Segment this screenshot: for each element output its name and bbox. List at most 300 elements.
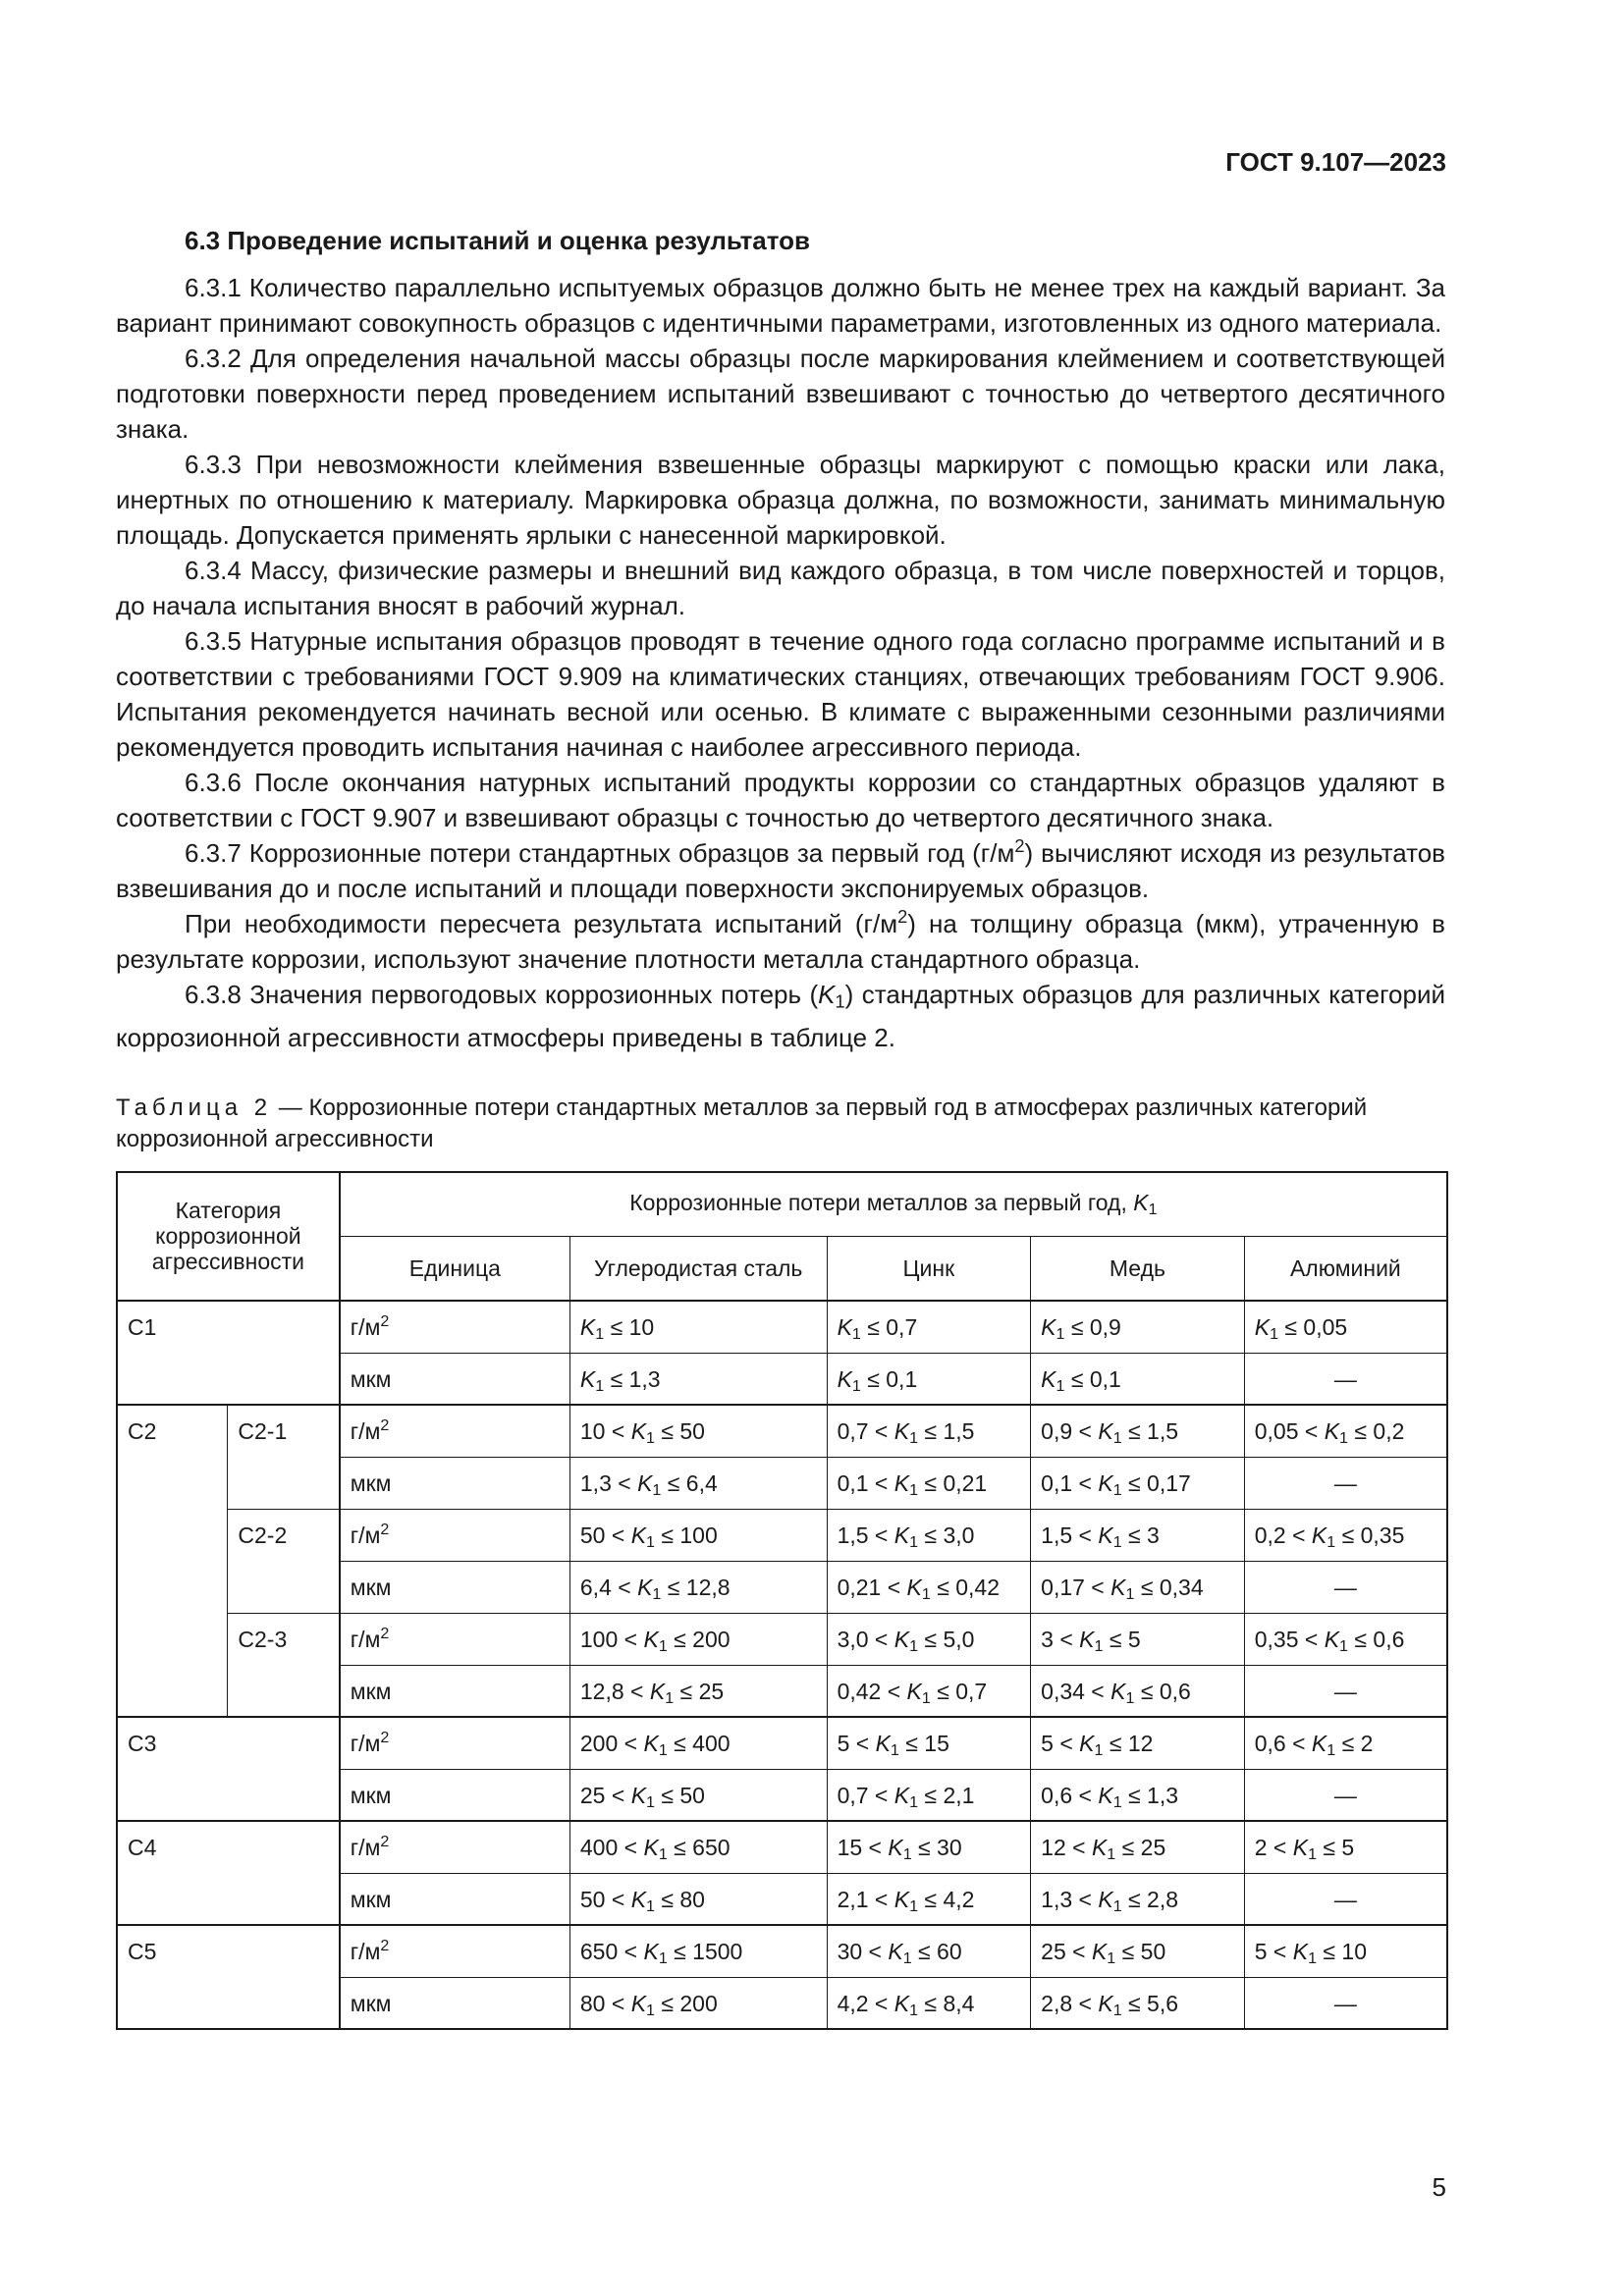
superscript: 2 xyxy=(1014,836,1025,856)
k-symbol: K xyxy=(1133,1189,1149,1215)
k-symbol: K xyxy=(893,1886,910,1912)
unit-um: мкм xyxy=(340,1561,570,1613)
subscript: 1 xyxy=(909,1429,919,1448)
value-cell-cu xyxy=(1031,1509,1245,1561)
subscript: 1 xyxy=(1326,1532,1336,1551)
unit-g-per-m2 xyxy=(340,1821,570,1873)
table-caption xyxy=(116,1093,1445,1155)
table-row xyxy=(117,1405,1447,1457)
text-run: 10 < xyxy=(579,1418,631,1444)
text-run: ≤ 4,2 xyxy=(918,1886,975,1912)
paragraph-6-3-1: 6.3.1 Количество параллельно испытуемых образцов должно быть не менее трех на каждый вариант. За вариант принимают совокупность образцов с идентичными параметрами, изготовленных из одного материала. xyxy=(116,273,1445,338)
value-cell-steel xyxy=(569,1873,827,1925)
caption-label: Таблица 2 xyxy=(116,1095,273,1121)
value-cell-al: — xyxy=(1244,1977,1447,2029)
value-cell-steel xyxy=(569,1665,827,1717)
table-body xyxy=(117,1301,1447,2029)
subscript: 1 xyxy=(1112,2001,1122,2019)
k-symbol: K xyxy=(1091,1939,1108,1964)
subscript: 1 xyxy=(1056,1376,1065,1395)
page-number: 5 xyxy=(1432,2172,1446,2202)
text-run: ≤ 3,0 xyxy=(918,1522,975,1548)
text-run: 0,21 < xyxy=(837,1574,907,1600)
k-symbol: K xyxy=(630,1522,647,1548)
subscript: 1 xyxy=(909,1896,919,1915)
text-run: ) на толщину образца (мкм), утраченную в результате коррозии, используют значение плотности металла стандартного образца. xyxy=(116,909,1445,974)
corrosion-table xyxy=(116,1171,1448,2030)
k-symbol: K xyxy=(1098,1469,1113,1496)
text-run: ≤ 0,7 xyxy=(930,1678,988,1704)
text-run: 0,7 < xyxy=(837,1418,894,1444)
superscript: 2 xyxy=(380,1520,390,1538)
subscript: 1 xyxy=(909,1636,919,1655)
subscript: 1 xyxy=(646,1896,655,1915)
text-run: ) стандартных образцов для различных категорий коррозионной агрессивности атмосферы приведены в таблице 2. xyxy=(116,980,1445,1052)
value-cell-cu xyxy=(1031,1613,1245,1665)
text-run: 6.3.7 Коррозионные потери стандартных образцов за первый год (г/м xyxy=(185,838,1015,868)
table-row xyxy=(117,1925,1447,1977)
text-run: 6,4 < xyxy=(579,1574,638,1600)
text-run: 5 < xyxy=(837,1731,876,1756)
subscript: 1 xyxy=(909,1792,919,1811)
subscript: 1 xyxy=(1112,1792,1122,1811)
subscript: 1 xyxy=(1125,1584,1135,1603)
k-symbol: K xyxy=(906,1678,922,1704)
value-cell-al: — xyxy=(1244,1457,1447,1509)
text-run: ≤ 0,6 xyxy=(1348,1626,1405,1652)
text-run: 0,42 < xyxy=(837,1678,907,1704)
text-run: ≤ 0,2 xyxy=(1348,1418,1405,1444)
text-run: 1,3 < xyxy=(579,1469,638,1496)
k-symbol: K xyxy=(893,1990,910,2016)
text-run: г/м xyxy=(350,1522,381,1548)
superscript: 2 xyxy=(380,1624,390,1642)
value-cell-cu xyxy=(1031,1301,1245,1353)
k-symbol: K xyxy=(1098,1782,1113,1808)
value-cell-zinc xyxy=(827,1717,1031,1769)
value-cell-zinc xyxy=(827,1769,1031,1821)
text-run: Коррозионные потери металлов за первый год, xyxy=(629,1189,1134,1215)
text-run: ≤ 10 xyxy=(1317,1939,1368,1964)
text-run: 1,5 < xyxy=(1041,1522,1099,1548)
text-run: г/м xyxy=(350,1418,381,1444)
text-run: ≤ 5 xyxy=(1103,1626,1141,1652)
text-run: 0,1 < xyxy=(837,1469,894,1496)
value-cell-zinc xyxy=(827,1353,1031,1405)
k-symbol: K xyxy=(1254,1314,1271,1340)
header-steel: Углеродистая сталь xyxy=(569,1237,827,1302)
text-run: ≤ 8,4 xyxy=(918,1990,975,2016)
value-cell-cu xyxy=(1031,1977,1245,2029)
header-unit: Единица xyxy=(340,1237,570,1302)
subscript: 1 xyxy=(890,1741,899,1760)
value-cell-al: — xyxy=(1244,1665,1447,1717)
unit-um: мкм xyxy=(340,1353,570,1405)
paragraph-6-3-4: 6.3.4 Массу, физические размеры и внешний вид каждого образца, в том числе поверхностей и торцов, до начала испытания вносят в рабочий журнал. xyxy=(116,556,1445,620)
text-run: 0,17 < xyxy=(1041,1574,1111,1600)
paragraph-6-3-8 xyxy=(116,977,1445,1055)
value-cell-al xyxy=(1244,1509,1447,1561)
unit-um: мкм xyxy=(340,1769,570,1821)
unit-um: мкм xyxy=(340,1977,570,2029)
subscript: 1 xyxy=(921,1688,931,1707)
value-cell-cu xyxy=(1031,1405,1245,1457)
subscript: 1 xyxy=(1056,1325,1065,1344)
k-symbol: K xyxy=(1110,1574,1126,1600)
k-symbol: K xyxy=(643,1835,659,1860)
k-symbol: K xyxy=(1292,1835,1309,1860)
text-run: ≤ 0,7 xyxy=(860,1314,918,1340)
value-cell-steel xyxy=(569,1405,827,1457)
subscript: 1 xyxy=(921,1584,931,1603)
k-symbol: K xyxy=(1098,1522,1113,1548)
subscript: 1 xyxy=(652,1584,662,1603)
value-cell-zinc xyxy=(827,1405,1031,1457)
text-run: г/м xyxy=(350,1314,381,1340)
text-run: ≤ 3 xyxy=(1121,1522,1160,1548)
paragraph-6-3-2: 6.3.2 Для определения начальной массы образцы после маркирования клеймением и соответствующей подготовки поверхности перед проведением испытаний взвешивают с точностью до четвертого десятичного знака. xyxy=(116,344,1445,444)
body-text xyxy=(116,270,1445,1055)
value-cell-zinc xyxy=(827,1977,1031,2029)
table-row xyxy=(117,1613,1447,1665)
subscript: 1 xyxy=(658,1741,668,1760)
value-cell-zinc xyxy=(827,1821,1031,1873)
text-run: ≤ 0,6 xyxy=(1134,1678,1191,1704)
value-cell-al: — xyxy=(1244,1873,1447,1925)
text-run: ≤ 1,5 xyxy=(918,1418,975,1444)
text-run: 0,7 < xyxy=(837,1782,894,1808)
k-symbol: K xyxy=(1041,1365,1056,1392)
text-run: г/м xyxy=(350,1835,381,1860)
value-cell-al xyxy=(1244,1613,1447,1665)
text-run: 0,9 < xyxy=(1041,1418,1099,1444)
k-symbol: K xyxy=(837,1314,852,1340)
subcategory-cell: С2-2 xyxy=(228,1509,340,1613)
text-run: г/м xyxy=(350,1731,381,1756)
value-cell-al xyxy=(1244,1301,1447,1353)
k-symbol: K xyxy=(579,1365,596,1392)
text-run: ≤ 80 xyxy=(654,1886,705,1912)
value-cell-steel xyxy=(569,1561,827,1613)
k-symbol: K xyxy=(875,1731,891,1756)
superscript: 2 xyxy=(380,1833,390,1851)
subscript: 1 xyxy=(646,1429,655,1448)
text-run: ≤ 1,5 xyxy=(1121,1418,1179,1444)
paragraph-6-3-5: 6.3.5 Натурные испытания образцов проводят в течение одного года согласно программе испытаний и в соответствии с требованиями ГОСТ 9.909 на климатических станциях, отвечающих требованиям ГОСТ 9.906. Испытания рекомендуется начинать весной или осенью. В климате с выраженными сезонными различиями рекомендуется проводить испытания начиная с наиболее агрессивного периода. xyxy=(116,626,1445,762)
text-run: 5 < xyxy=(1041,1731,1080,1756)
subscript: 1 xyxy=(1308,1949,1318,1968)
text-run: ≤ 0,35 xyxy=(1335,1522,1405,1548)
text-run: ≤ 1,3 xyxy=(604,1365,661,1392)
header-aluminum: Алюминий xyxy=(1244,1237,1447,1302)
k-symbol: K xyxy=(1098,1990,1113,2016)
header-copper: Медь xyxy=(1031,1237,1245,1302)
unit-g-per-m2 xyxy=(340,1405,570,1457)
text-run: 5 < xyxy=(1254,1939,1293,1964)
k-symbol: K xyxy=(1311,1731,1327,1756)
superscript: 2 xyxy=(380,1312,390,1331)
text-run: ≤ 12 xyxy=(1103,1731,1154,1756)
text-run: 200 < xyxy=(579,1731,644,1756)
subscript: 1 xyxy=(1112,1896,1122,1915)
category-cell: С2 xyxy=(117,1405,228,1717)
text-run: ≤ 0,05 xyxy=(1278,1314,1348,1340)
text-run: ≤ 30 xyxy=(911,1835,962,1860)
header-losses xyxy=(340,1172,1447,1237)
text-run: ≤ 1,3 xyxy=(1121,1782,1179,1808)
value-cell-cu xyxy=(1031,1457,1245,1509)
text-run: г/м xyxy=(350,1939,381,1964)
subscript: 1 xyxy=(835,991,845,1012)
text-run: ) вычисляют исходя из результатов взвешивания до и после испытаний и площади поверхности экспонируемых образцов. xyxy=(116,838,1445,903)
text-run: 6.3.8 Значения первогодовых коррозионных потерь ( xyxy=(185,980,819,1009)
text-run: 25 < xyxy=(1041,1939,1092,1964)
text-run: ≤ 12,8 xyxy=(661,1574,731,1600)
subscript: 1 xyxy=(1112,1429,1122,1448)
unit-g-per-m2 xyxy=(340,1509,570,1561)
subscript: 1 xyxy=(646,1792,655,1811)
text-run: г/м xyxy=(350,1626,381,1652)
category-cell: С4 xyxy=(117,1821,340,1925)
k-symbol: K xyxy=(1041,1314,1056,1340)
paragraph-6-3-7 xyxy=(116,835,1445,906)
table-row xyxy=(117,1301,1447,1353)
text-run: 1,3 < xyxy=(1041,1886,1099,1912)
text-run: 650 < xyxy=(579,1939,644,1964)
k-symbol: K xyxy=(643,1731,659,1756)
value-cell-steel xyxy=(569,1301,827,1353)
subscript: 1 xyxy=(902,1845,912,1864)
unit-g-per-m2 xyxy=(340,1717,570,1769)
text-run: ≤ 1500 xyxy=(667,1939,743,1964)
text-run: ≤ 2 xyxy=(1335,1731,1374,1756)
text-run: ≤ 650 xyxy=(667,1835,731,1860)
text-run: 50 < xyxy=(579,1886,631,1912)
text-run: ≤ 0,42 xyxy=(930,1574,1001,1600)
text-run: 100 < xyxy=(579,1626,644,1652)
k-symbol: K xyxy=(893,1469,910,1496)
value-cell-zinc xyxy=(827,1613,1031,1665)
superscript: 2 xyxy=(897,907,908,927)
section-title: 6.3 Проведение испытаний и оценка результатов xyxy=(185,226,811,255)
text-run: ≤ 0,1 xyxy=(1064,1365,1121,1392)
text-run: ≤ 0,21 xyxy=(918,1469,988,1496)
k-symbol: K xyxy=(630,1990,647,2016)
value-cell-cu xyxy=(1031,1873,1245,1925)
k-symbol: K xyxy=(1079,1626,1095,1652)
unit-um: мкм xyxy=(340,1457,570,1509)
document-id: ГОСТ 9.107—2023 xyxy=(1225,147,1446,177)
k-symbol: K xyxy=(837,1365,852,1392)
value-cell-cu xyxy=(1031,1353,1245,1405)
subscript: 1 xyxy=(1339,1636,1348,1655)
value-cell-zinc xyxy=(827,1873,1031,1925)
unit-g-per-m2 xyxy=(340,1925,570,1977)
text-run: ≤ 10 xyxy=(604,1314,655,1340)
value-cell-steel xyxy=(569,1925,827,1977)
subcategory-cell: С2-3 xyxy=(228,1613,340,1717)
value-cell-cu xyxy=(1031,1769,1245,1821)
superscript: 2 xyxy=(380,1416,390,1435)
value-cell-steel xyxy=(569,1769,827,1821)
k-symbol: K xyxy=(1324,1626,1340,1652)
text-run: ≤ 25 xyxy=(674,1678,725,1704)
k-symbol: K xyxy=(906,1574,922,1600)
k-symbol: K xyxy=(1110,1678,1126,1704)
value-cell-al: — xyxy=(1244,1561,1447,1613)
table-row xyxy=(117,1509,1447,1561)
k-symbol: K xyxy=(893,1626,910,1652)
text-run: ≤ 2,8 xyxy=(1121,1886,1179,1912)
subscript: 1 xyxy=(658,1636,668,1655)
value-cell-steel xyxy=(569,1353,827,1405)
text-run: 0,6 < xyxy=(1254,1731,1312,1756)
value-cell-al xyxy=(1244,1405,1447,1457)
text-run: 0,1 < xyxy=(1041,1469,1099,1496)
text-run: 3,0 < xyxy=(837,1626,894,1652)
k-symbol: K xyxy=(1324,1418,1340,1444)
subscript: 1 xyxy=(909,2001,919,2019)
subscript: 1 xyxy=(658,1949,668,1968)
text-run: ≤ 0,34 xyxy=(1134,1574,1204,1600)
k-symbol: K xyxy=(1098,1418,1113,1444)
subscript: 1 xyxy=(595,1376,605,1395)
value-cell-cu xyxy=(1031,1821,1245,1873)
text-run: ≤ 50 xyxy=(654,1782,705,1808)
text-run: ≤ 400 xyxy=(667,1731,731,1756)
text-run: ≤ 25 xyxy=(1115,1835,1166,1860)
text-run: ≤ 15 xyxy=(898,1731,949,1756)
text-run: 50 < xyxy=(579,1522,631,1548)
subscript: 1 xyxy=(652,1480,662,1499)
k-symbol: K xyxy=(1079,1731,1095,1756)
text-run: ≤ 5,6 xyxy=(1121,1990,1179,2016)
value-cell-al xyxy=(1244,1925,1447,1977)
k-symbol: K xyxy=(1311,1522,1327,1548)
value-cell-cu xyxy=(1031,1665,1245,1717)
value-cell-zinc xyxy=(827,1925,1031,1977)
text-run: При необходимости пересчета результата испытаний (г/м xyxy=(185,909,898,938)
value-cell-al xyxy=(1244,1821,1447,1873)
k-symbol: K xyxy=(893,1782,910,1808)
k-symbol: K xyxy=(1091,1835,1108,1860)
value-cell-steel xyxy=(569,1717,827,1769)
subscript: 1 xyxy=(1112,1480,1122,1499)
k-symbol: K xyxy=(893,1418,910,1444)
text-run: 2,1 < xyxy=(837,1886,894,1912)
k-symbol: K xyxy=(630,1886,647,1912)
subscript: 1 xyxy=(1270,1325,1279,1344)
text-run: ≤ 100 xyxy=(654,1522,718,1548)
text-run: ≤ 50 xyxy=(654,1418,705,1444)
k-symbol: K xyxy=(818,980,836,1009)
subscript: 1 xyxy=(902,1949,912,1968)
k-symbol: K xyxy=(888,1939,903,1964)
subscript: 1 xyxy=(1326,1741,1336,1760)
text-run: 4,2 < xyxy=(837,1990,894,2016)
text-run: 12 < xyxy=(1041,1835,1092,1860)
k-symbol: K xyxy=(893,1522,910,1548)
text-run: ≤ 50 xyxy=(1115,1939,1166,1964)
subscript: 1 xyxy=(1308,1845,1318,1864)
superscript: 2 xyxy=(380,1937,390,1955)
text-run: 0,35 < xyxy=(1254,1626,1325,1652)
subscript: 1 xyxy=(665,1688,675,1707)
category-cell: С1 xyxy=(117,1301,340,1405)
subscript: 1 xyxy=(646,1532,655,1551)
subscript: 1 xyxy=(1112,1532,1122,1551)
k-symbol: K xyxy=(637,1469,653,1496)
text-run: ≤ 200 xyxy=(654,1990,718,2016)
subscript: 1 xyxy=(1094,1636,1104,1655)
k-symbol: K xyxy=(888,1835,903,1860)
k-symbol: K xyxy=(643,1626,659,1652)
k-symbol: K xyxy=(649,1678,666,1704)
value-cell-steel xyxy=(569,1613,827,1665)
value-cell-steel xyxy=(569,1821,827,1873)
text-run: ≤ 0,9 xyxy=(1064,1314,1121,1340)
k-symbol: K xyxy=(630,1782,647,1808)
text-run: ≤ 200 xyxy=(667,1626,731,1652)
text-run: 0,6 < xyxy=(1041,1782,1099,1808)
table-row xyxy=(117,1821,1447,1873)
value-cell-cu xyxy=(1031,1717,1245,1769)
text-run: 0,2 < xyxy=(1254,1522,1312,1548)
subscript: 1 xyxy=(658,1845,668,1864)
value-cell-al xyxy=(1244,1717,1447,1769)
text-run: 15 < xyxy=(837,1835,889,1860)
subscript: 1 xyxy=(851,1376,861,1395)
text-run: 400 < xyxy=(579,1835,644,1860)
value-cell-zinc xyxy=(827,1301,1031,1353)
k-symbol: K xyxy=(643,1939,659,1964)
unit-g-per-m2 xyxy=(340,1613,570,1665)
paragraph-6-3-7-recalc xyxy=(116,906,1445,977)
value-cell-steel xyxy=(569,1457,827,1509)
subscript: 1 xyxy=(1107,1949,1116,1968)
subscript: 1 xyxy=(851,1325,861,1344)
k-symbol: K xyxy=(630,1418,647,1444)
text-run: ≤ 60 xyxy=(911,1939,962,1964)
subscript: 1 xyxy=(909,1532,919,1551)
paragraph-6-3-6: 6.3.6 После окончания натурных испытаний продукты коррозии со стандартных образцов удаляют в соответствии с ГОСТ 9.907 и взвешивают образцы с точностью до четвертого десятичного знака. xyxy=(116,768,1445,832)
subscript: 1 xyxy=(1125,1688,1135,1707)
value-cell-zinc xyxy=(827,1665,1031,1717)
subcategory-cell: С2-1 xyxy=(228,1405,340,1509)
text-run: 2 < xyxy=(1254,1835,1293,1860)
text-run: 0,34 < xyxy=(1041,1678,1111,1704)
header-zinc: Цинк xyxy=(827,1237,1031,1302)
text-run: ≤ 0,17 xyxy=(1121,1469,1191,1496)
category-cell: С3 xyxy=(117,1717,340,1821)
text-run: ≤ 2,1 xyxy=(918,1782,975,1808)
subscript: 1 xyxy=(595,1325,605,1344)
value-cell-zinc xyxy=(827,1561,1031,1613)
value-cell-al: — xyxy=(1244,1769,1447,1821)
text-run: ≤ 5,0 xyxy=(918,1626,975,1652)
value-cell-cu xyxy=(1031,1925,1245,1977)
text-run: 12,8 < xyxy=(579,1678,650,1704)
value-cell-steel xyxy=(569,1509,827,1561)
subscript: 1 xyxy=(1094,1741,1104,1760)
text-run: 30 < xyxy=(837,1939,889,1964)
text-run: ≤ 5 xyxy=(1317,1835,1355,1860)
text-run: 80 < xyxy=(579,1990,631,2016)
value-cell-steel xyxy=(569,1977,827,2029)
k-symbol: K xyxy=(579,1314,596,1340)
category-cell: С5 xyxy=(117,1925,340,2029)
paragraph-6-3-3: 6.3.3 При невозможности клеймения взвешенные образцы маркируют с помощью краски или лака, инертных по отношению к материалу. Маркировка образца должна, по возможности, занимать минимальную площадь. Допускается применять ярлыки с нанесенной маркировкой. xyxy=(116,450,1445,550)
